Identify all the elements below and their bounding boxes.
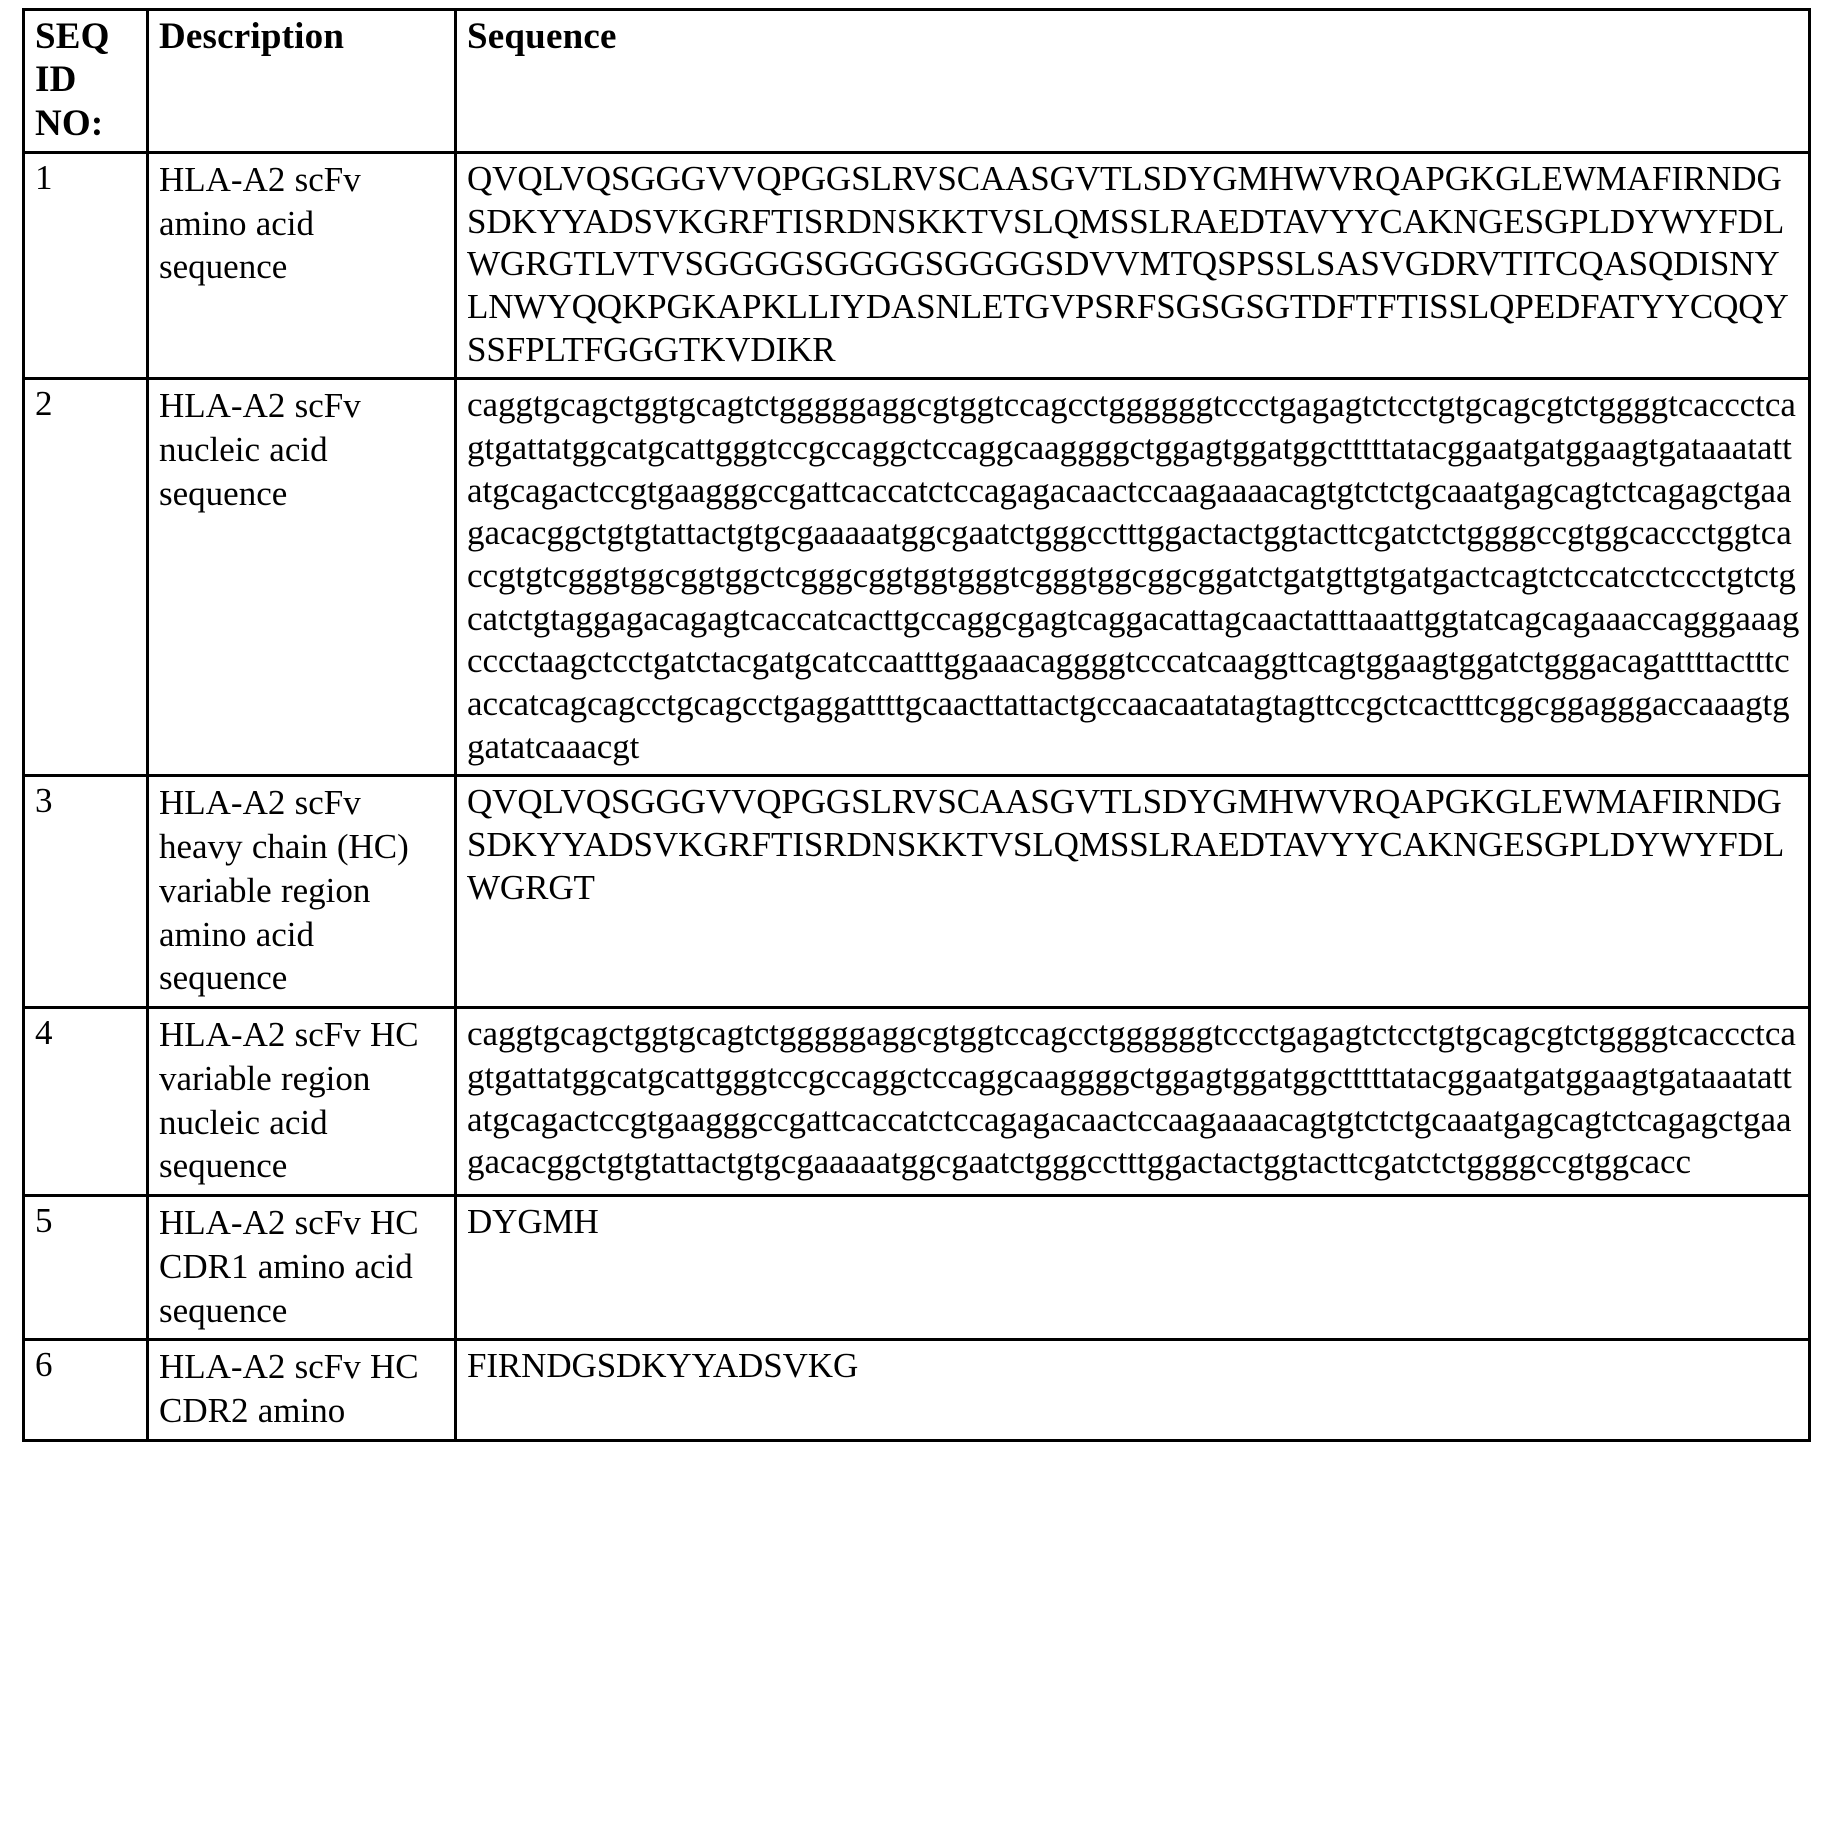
cell-description: HLA-A2 scFv HC CDR1 amino acid sequence: [148, 1196, 456, 1340]
table-header: [24, 10, 1810, 153]
table-row: [24, 1008, 1810, 1196]
cell-seq-id: 5: [24, 1196, 148, 1340]
column-header-description: Description: [148, 10, 456, 153]
cell-sequence: [456, 1008, 1810, 1196]
sequence-text: DYGMH: [467, 1202, 599, 1242]
cell-sequence: [456, 379, 1810, 776]
cell-seq-id: 4: [24, 1008, 148, 1196]
cell-description: HLA-A2 scFv amino acid sequence: [148, 152, 456, 378]
table-row: [24, 152, 1810, 378]
sequence-listing-table: [22, 8, 1811, 1442]
cell-seq-id: 3: [24, 776, 148, 1008]
sequence-text: caggtgcagctggtgcagtctgggggaggcgtggtccagcctggggggtccctgagagtctcctgtgcagcgtctggggtcaccctcagtgattatggcatgcattgggtccgccaggctccaggcaaggggctggagtggatggctttttatacggaatgatggaagtgataaatattatgcagactccgtgaagggccgattcaccatctccagagacaactccaagaaaacagtgtctctgcaaatgagcagtctcagagctgaagacacggctgtgtattactgtgcgaaaaatggcgaatctgggcctttggactactggtacttcgatctctggggccgtggcacc: [467, 1014, 1796, 1182]
table-row: [24, 379, 1810, 776]
sequence-text: QVQLVQSGGGVVQPGGSLRVSCAASGVTLSDYGMHWVRQAPGKGLEWMAFIRNDGSDKYYADSVKGRFTISRDNSKKTVSLQMSSLRAEDTAVYYCAKNGESGPLDYWYFDLWGRGT: [467, 782, 1785, 907]
table-row: [24, 1340, 1810, 1441]
cell-sequence: [456, 152, 1810, 378]
cell-description: HLA-A2 scFv HC variable region nucleic acid sequence: [148, 1008, 456, 1196]
sequence-text: caggtgcagctggtgcagtctgggggaggcgtggtccagcctggggggtccctgagagtctcctgtgcagcgtctggggtcaccctcagtgattatggcatgcattgggtccgccaggctccaggcaaggggctggagtggatggctttttatacggaatgatggaagtgataaatattatgcagactccgtgaagggccgattcaccatctccagagacaactccaagaaaacagtgtctctgcaaatgagcagtctcagagctgaagacacggctgtgtattactgtgcgaaaaatggcgaatctgggcctttggactactggtacttcgatctctggggccgtggcaccctggtcaccgtgtcgggtggcggtggctcgggcggtggtgggtcgggtggcggcggatctgatgttgtgatgactcagtctccatcctccctgtctgcatctgtaggagacagagtcaccatcacttgccaggcgagtcaggacattagcaactatttaaattggtatcagcagaaaccagggaaagcccctaagctcctgatctacgatgcatccaatttggaaacaggggtcccatcaaggttcagtggaagtggatctgggacagattttactttcaccatcagcagcctgcagcctgaggattttgcaacttattactgccaacaatatagtagttccgctcactttcggcggagggaccaaagtggatatcaaacgt: [467, 385, 1800, 766]
column-header-seq-id: SEQ ID NO:: [24, 10, 148, 153]
cell-description: HLA-A2 scFv nucleic acid sequence: [148, 379, 456, 776]
cell-description: HLA-A2 scFv HC CDR2 amino: [148, 1340, 456, 1441]
column-header-sequence: Sequence: [456, 10, 1810, 153]
cell-description: HLA-A2 scFv heavy chain (HC) variable region amino acid sequence: [148, 776, 456, 1008]
cell-seq-id: 1: [24, 152, 148, 378]
cell-sequence: [456, 776, 1810, 1008]
table-header-row: [24, 10, 1810, 153]
cell-seq-id: 2: [24, 379, 148, 776]
sequence-text: FIRNDGSDKYYADSVKG: [467, 1346, 859, 1386]
cell-seq-id: 6: [24, 1340, 148, 1441]
cell-sequence: [456, 1340, 1810, 1441]
table-row: [24, 776, 1810, 1008]
sequence-text: QVQLVQSGGGVVQPGGSLRVSCAASGVTLSDYGMHWVRQAPGKGLEWMAFIRNDGSDKYYADSVKGRFTISRDNSKKTVSLQMSSLRAEDTAVYYCAKNGESGPLDYWYFDLWGRGTLVTVSGGGGSGGGGSGGGGSDVVMTQSPSSLSASVGDRVTITCQASQDISNYLNWYQQKPGKAPKLLIYDASNLETGVPSRFSGSGSGTDFTFTISSLQPEDFATYYCQQYSSFPLTFGGGTKVDIKR: [467, 158, 1789, 369]
table-row: [24, 1196, 1810, 1340]
table-body: [24, 152, 1810, 1440]
cell-sequence: [456, 1196, 1810, 1340]
